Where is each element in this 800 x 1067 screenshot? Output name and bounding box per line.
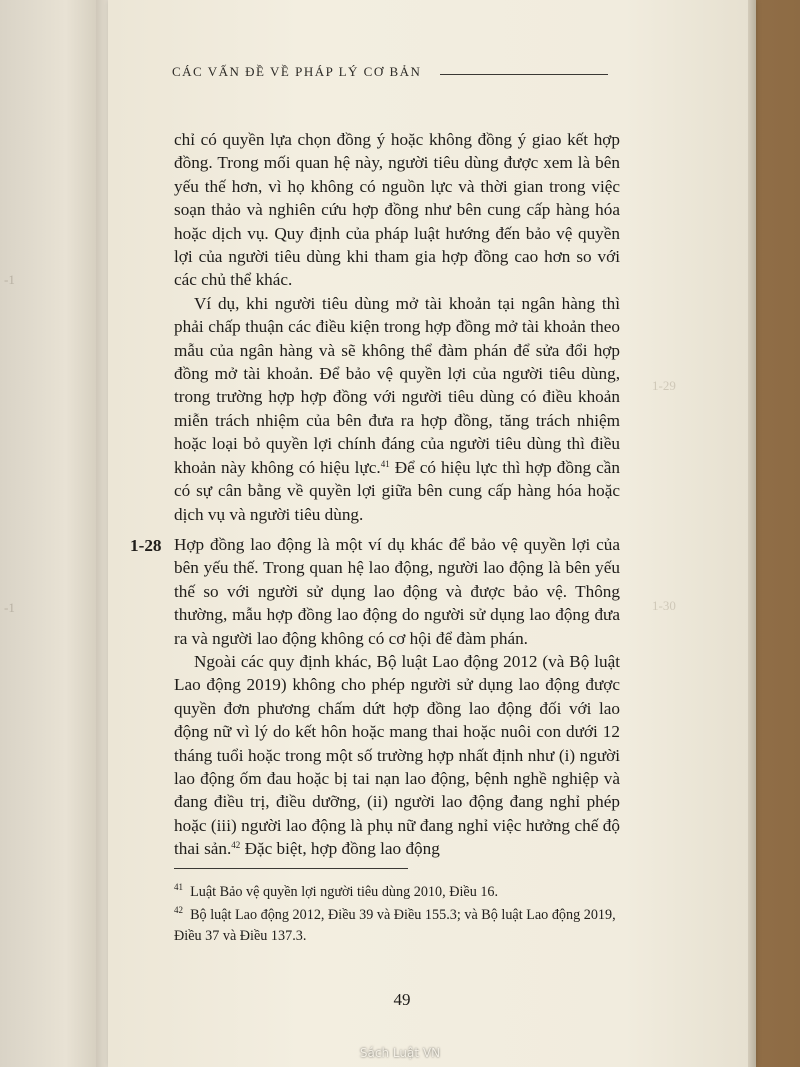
paragraph	[174, 650, 620, 861]
body-text	[174, 128, 620, 526]
paragraph-text: Để có hiệu lực thì hợp đồng cần có sự cân bằng về quyền lợi giữa bên cung cấp hàng hóa hoặc dịch vụ và người tiêu dùng.	[174, 457, 620, 524]
footnote-text: Luật Bảo vệ quyền lợi người tiêu dùng 2010, Điều 16.	[190, 884, 499, 900]
footnote-number: 42	[174, 905, 183, 915]
section-number: 1-28	[130, 536, 162, 555]
header-rule	[440, 74, 608, 75]
paragraph: Hợp đồng lao động là một ví dụ khác để bảo vệ quyền lợi của bên yếu thế. Trong quan hệ lao động, người lao động là bên yếu thế so với người sử dụng lao động và được bảo vệ. Thông thường, mẫu hợp đồng lao động do người sử dụng lao động đưa ra và người lao động không có cơ hội để đàm phán.	[174, 535, 620, 648]
footnote-rule	[174, 868, 408, 869]
paragraph-text: Ví dụ, khi người tiêu dùng mở tài khoản tại ngân hàng thì phải chấp thuận các điều kiện trong hợp đồng mở tài khoản theo mẫu của ngân hàng và sẽ không thể đàm phán để sửa đổi hợp đồng mở tài khoản. Để bảo vệ quyền lợi của người tiêu dùng, trong trường hợp hợp đồng với người tiêu dùng có điều khoản miễn trách nhiệm của bên đưa ra hợp đồng, tăng trách nhiệm hoặc loại bỏ quyền lợi chính đáng của người tiêu dùng thì điều khoản này không có hiệu lực.	[174, 293, 620, 477]
footnote	[174, 905, 624, 947]
running-title: CÁC VẤN ĐỀ VỀ PHÁP LÝ CƠ BẢN	[172, 64, 422, 79]
footnotes	[174, 882, 624, 949]
paragraph: chỉ có quyền lựa chọn đồng ý hoặc không đồng ý giao kết hợp đồng. Trong mối quan hệ này, người tiêu dùng được xem là bên yếu thế hơn, vì họ không có nguồn lực và thời gian trong việc soạn thảo và nghiên cứu hợp đồng như bên cung cấp hàng hóa hoặc dịch vụ. Quy định của pháp luật hướng đến bảo vệ quyền lợi của người tiêu dùng khi tham gia hợp đồng cao hơn so với các chủ thể khác.	[174, 130, 620, 290]
footnote-ref: 42	[231, 840, 241, 851]
margin-mark: 1-30	[652, 598, 676, 613]
footnote-text: Bộ luật Lao động 2012, Điều 39 và Điều 155.3; và Bộ luật Lao động 2019, Điều 37 và Điều 137.3.	[174, 907, 616, 944]
left-page-mark: -1	[4, 600, 15, 615]
left-page	[0, 0, 110, 1067]
paragraph-text: Đặc biệt, hợp đồng lao động	[240, 839, 440, 859]
running-header	[172, 64, 612, 86]
watermark: Sách Luật VN	[359, 1046, 441, 1060]
footnote-number: 41	[174, 882, 183, 892]
footnote-ref: 41	[380, 458, 390, 469]
paragraph-text: Ngoài các quy định khác, Bộ luật Lao động 2012 (và Bộ luật Lao động 2019) không cho phép người sử dụng lao động được quyền đơn phương chấm dứt hợp đồng lao động đối với lao động nữ vì lý do kết hôn hoặc mang thai hoặc nuôi con dưới 12 tháng tuổi hoặc trong một số trường hợp nhất định như (i) người lao động ốm đau hoặc bị tai nạn lao động, bệnh nghề nghiệp và đang điều trị, điều dưỡng, (ii) người lao động đang nghỉ phép hoặc (iii) người lao động là phụ nữ đang nghỉ việc hưởng chế độ thai sản.	[174, 652, 620, 859]
left-page-mark: -1	[4, 272, 15, 287]
footnote	[174, 882, 624, 903]
page-number: 49	[393, 990, 411, 1009]
margin-mark: 1-29	[652, 378, 676, 393]
page-edge	[748, 0, 756, 1067]
section-body	[174, 533, 620, 861]
paragraph	[174, 292, 620, 526]
